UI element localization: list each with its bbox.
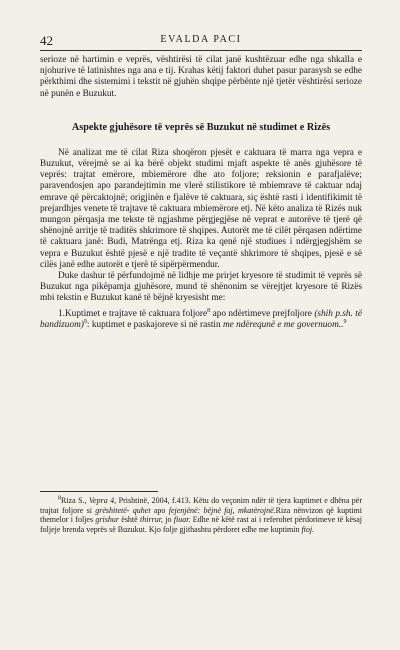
footnote-italic: grishur [95,515,119,525]
intro-paragraph: serioze në hartimin e veprës, vështirësi të cilat janë kushtëzuar edhe nga shkalla e njohurive të latinishtes nga ana e tij. Krahas këtij faktori duhet pasur parasysh se edhe përkthimi dhe sistemimi i tekstit në gjuhën shqipe përbënte një tjetër vështirësi serioze në punën e Buzukut. [40,55,362,99]
footnote-part: Riza nënvizon që kuptimi themelor i foljes [40,505,362,525]
list-item-tail: : kuptimet e paskajoreve si në rastin [86,319,223,330]
footnote-ref-8[interactable]: 8 [207,307,211,314]
footnote-ref-9a[interactable]: 9 [83,318,87,325]
footnote-rule [40,491,158,492]
paragraph-conclusion: Duke dashur të përfundojmë në lidhje me prirjet kryesore të studimit të veprës së Buzukut nga pikëpamja gjuhësore, mund të shënonim se vërejtjet kryesore të Rizës mbi tekstin e Buzukut kanë të bëjnë kryesisht me: [40,271,362,304]
footnote [40,496,362,534]
running-head: EVALDA PACI [160,34,242,45]
footnote-part: jo [162,515,174,525]
list-item-1 [40,309,362,331]
footnote-part: është [118,515,141,525]
list-item-mid: apo ndërtimeve prejfoljore [210,308,315,319]
footnote-italic: thirrur, [140,515,163,525]
footnote-italic: Vepra 4, [89,496,117,505]
footnote-part: apo [150,505,169,515]
page-header [40,33,362,49]
list-item-example-1: (shih p.sh. të bandizuom) [40,308,363,330]
page-number: 42 [40,33,53,48]
footnote-marker: 8 [58,495,61,502]
footnote-italic: fejenjënë: bëjnë faj, mkatërojnë. [168,505,276,515]
section-heading: Aspekte gjuhësore të veprës së Buzukut në studimet e Rizës [71,121,331,133]
footnote-ref-9b[interactable]: 9 [343,318,347,325]
paragraph-analysis: Në analizat me të cilat Riza shoqëron pjesët e caktuara të marra nga vepra e Buzukut, vërejmë se ai ka bërë objekt studimi mjaft aspekte të anës gjuhësore të veprës: trajtat emërore, mbiemërore dhe ato foljore; reksionin e parafjalëve; paravendosjen apo parandejtimin me vlerë stilistikore të mbiemrave të caktuar ndaj emrave që përcaktojnë; origjinën e fjalëve të caktuara, siç është rasti i identifikimit të prejardhjes venete të trajtave të caktuara mbiemërore etj. Në këto analiza të Rizës nuk mungon përqasja me tekste të ngjashme përgjegjëse në veprat e autorëve të tjerë që shënojnë arritje të traditës shkrimore të shqipes. Autorët me të cilët përqasen ndërtime të caktuara janë: Budi, Matrënga etj. Riza ka qenë një studiues i ndërgjegjshëm se vepra e Buzukut është pjesë e një tradite të veçantë shkrimore të shqipes, pjesë e së cilës janë edhe autorët e tjerë të sipërpërmendur. [40,147,362,270]
footnote-italic: fiuar. [173,515,191,525]
footnote-part: Riza S., [61,496,90,505]
header-rule [40,50,362,51]
list-item-lead: 1.Kuptimet e trajtave të caktuara foljore [58,308,208,319]
footnote-text [40,496,362,534]
footnote-part: Edhe në këtë rast ai i referohet përdorimeve të kësaj foljeje brenda veprës së Buzukut. Kjo folje gjithashtu përdoret edhe me kuptimin [40,515,362,534]
footnote-italic: grëshitetë- quhet [95,505,151,515]
footnote-italic: ftoj. [301,524,315,534]
body-text [40,55,362,331]
footnote-part: Prishtinë, 2004, f.413. Këtu do veçonim ndër të tjera kuptimet e dhëna për trajtat foljore si [40,496,362,515]
list-item-example-2: me ndërequnë e me governuom.. [222,319,344,330]
